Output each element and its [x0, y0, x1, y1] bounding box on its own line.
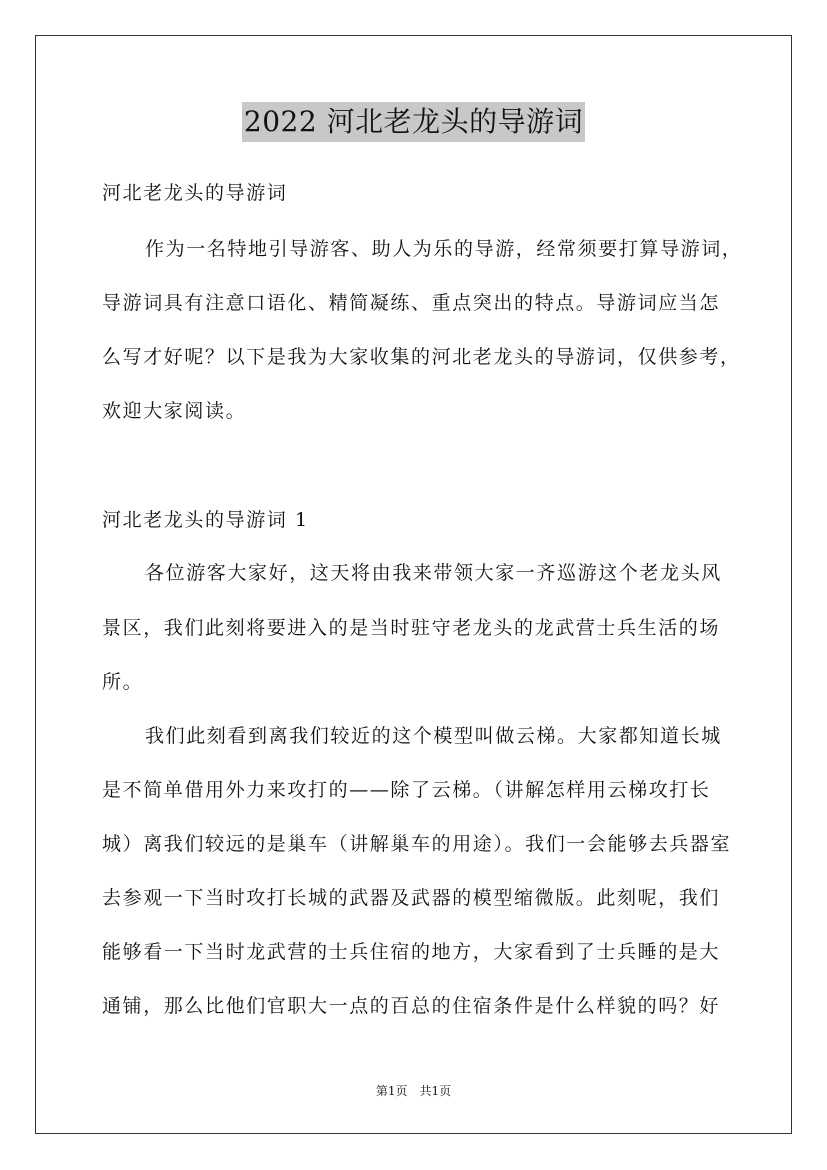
intro-line: 作为一名特地引导游客、助人为乐的导游，经常须要打算导游词，: [145, 238, 743, 260]
section-heading: 河北老龙头的导游词 1: [102, 509, 309, 531]
intro-line: 么写才好呢？以下是我为大家收集的河北老龙头的导游词，仅供参考，: [102, 346, 741, 368]
document-title: 2022 河北老龙头的导游词: [242, 102, 585, 142]
paragraph-line: 景区，我们此刻将要进入的是当时驻守老龙头的龙武营士兵生活的场: [102, 617, 721, 639]
intro-line: 欢迎大家阅读。: [102, 400, 247, 422]
paragraph-line: 能够看一下当时龙武营的士兵住宿的地方，大家看到了士兵睡的是大: [102, 941, 721, 963]
paragraph-line: 通铺，那么比他们官职大一点的百总的住宿条件是什么样貌的吗？好: [102, 995, 721, 1017]
paragraph-line: 所。: [102, 671, 144, 693]
title-container: [0, 102, 827, 142]
page-footer: 第1页 共1页: [375, 1084, 452, 1098]
intro-line: 导游词具有注意口语化、精简凝练、重点突出的特点。导游词应当怎: [102, 292, 721, 314]
paragraph-line: 是不简单借用外力来攻打的——除了云梯。（讲解怎样用云梯攻打长: [102, 779, 711, 801]
document-subtitle: 河北老龙头的导游词: [102, 182, 288, 204]
paragraph-line: 各位游客大家好，这天将由我来带领大家一齐巡游这个老龙头风: [145, 562, 722, 584]
paragraph-line: 去参观一下当时攻打长城的武器及武器的模型缩微版。此刻呢，我们: [102, 887, 721, 909]
paragraph-line: 我们此刻看到离我们较近的这个模型叫做云梯。大家都知道长城: [145, 725, 722, 747]
paragraph-line: 城）离我们较远的是巢车（讲解巢车的用途）。我们一会能够去兵器室: [102, 833, 732, 855]
